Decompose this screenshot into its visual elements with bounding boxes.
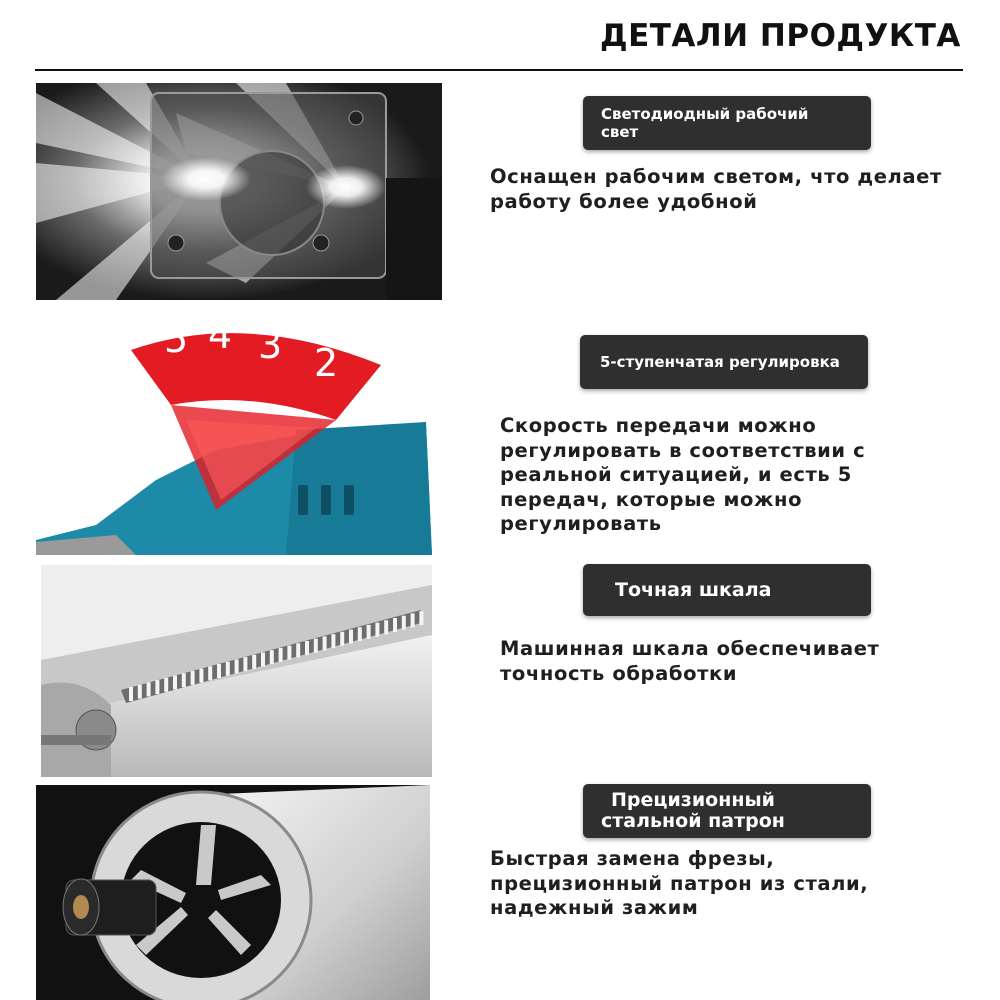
scale-tick	[358, 627, 362, 641]
scale-tick	[402, 616, 406, 630]
scale-tick	[349, 630, 353, 644]
scale-tick	[182, 673, 186, 687]
dial-number: 2	[314, 341, 339, 385]
page-title: ДЕТАЛИ ПРОДУКТА	[600, 18, 961, 54]
badge-line: 5-ступенчатая регулировка	[600, 353, 840, 371]
badge-line: Точная шкала	[615, 579, 772, 601]
dial-number: 5	[164, 317, 189, 361]
description-line: прецизионный патрон из стали,	[490, 871, 869, 895]
badge-line: свет	[601, 123, 639, 141]
scale-tick	[217, 664, 221, 678]
precision-scale-photo	[41, 565, 432, 777]
title-divider	[35, 69, 963, 71]
scale-tick	[173, 676, 177, 690]
steel-collet-badge	[583, 784, 871, 838]
scale-tick	[384, 620, 388, 634]
led-light-photo	[36, 83, 442, 300]
scale-tick	[314, 639, 318, 653]
scale-tick	[199, 669, 203, 683]
scale-tick	[340, 632, 344, 646]
description-line: Скорость передачи можно	[500, 414, 817, 437]
scale-tick	[208, 666, 212, 680]
scale-tick	[129, 687, 133, 701]
led-light-description	[490, 165, 942, 214]
led-light-badge	[583, 96, 871, 150]
scale-tick	[367, 625, 371, 639]
scale-tick	[375, 623, 379, 637]
scale-tick	[147, 682, 151, 696]
scale-tick	[155, 680, 159, 694]
scale-tick	[411, 613, 415, 627]
scale-tick	[270, 650, 274, 664]
scale-tick	[138, 685, 142, 699]
scale-tick	[243, 657, 247, 671]
description-line: Оснащен рабочим светом, что делает	[490, 165, 942, 188]
scale-tick	[331, 634, 335, 648]
scale-tick	[235, 659, 239, 673]
scale-tick	[323, 636, 327, 650]
precision-scale-badge	[583, 564, 871, 616]
badge-line: Светодиодный рабочий	[601, 105, 809, 123]
speed-dial-photo	[36, 310, 432, 555]
scale-tick	[393, 618, 397, 632]
speed-adjust-badge	[580, 335, 868, 389]
description-line: Быстрая замена фрезы,	[490, 847, 775, 870]
steel-collet-description	[490, 847, 868, 921]
scale-tick	[279, 648, 283, 662]
dial-number: 4	[208, 313, 233, 357]
dial-number: 3	[258, 323, 283, 367]
description-line: надежный зажим	[490, 896, 699, 919]
scale-tick	[305, 641, 309, 655]
description-line: точность обработки	[500, 661, 738, 685]
scale-tick	[252, 655, 256, 669]
scale-tick	[287, 646, 291, 660]
description-line: реальной ситуацией, и есть 5	[500, 463, 852, 486]
description-line: Машинная шкала обеспечивает	[500, 637, 880, 660]
scale-tick	[191, 671, 195, 685]
description-line: регулировать	[500, 512, 662, 535]
badge-line: Прецизионный	[611, 789, 775, 811]
precision-scale-description	[500, 637, 879, 686]
badge-line: стальной патрон	[601, 810, 785, 832]
scale-tick	[164, 678, 168, 692]
steel-collet-photo	[36, 785, 430, 1000]
scale-tick	[261, 653, 265, 667]
scale-tick	[296, 643, 300, 657]
description-line: передач, которые можно	[500, 487, 803, 511]
speed-adjust-description	[500, 414, 865, 537]
scale-tick	[419, 611, 423, 625]
description-line: регулировать в соответствии с	[500, 438, 866, 462]
description-line: работу более удобной	[490, 189, 758, 213]
scale-tick	[226, 662, 230, 676]
